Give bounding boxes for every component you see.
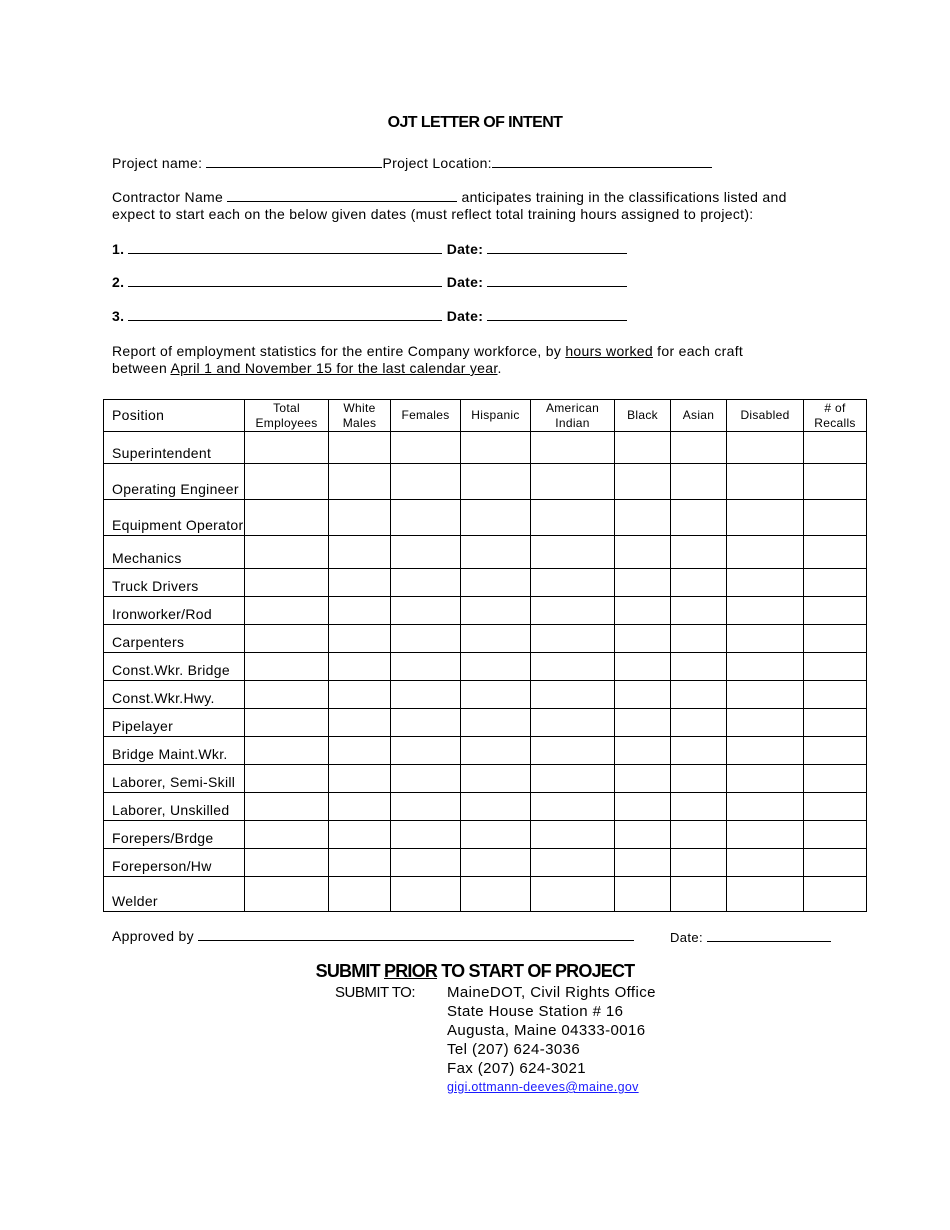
column-header: American Indian [531, 400, 615, 432]
entry-cell[interactable] [531, 625, 615, 653]
entry-cell[interactable] [615, 877, 671, 912]
entry-cell[interactable] [391, 765, 461, 793]
entry-cell[interactable] [727, 464, 804, 500]
line-number: 3. [112, 308, 125, 324]
entry-cell[interactable] [329, 597, 391, 625]
training-line-3 [112, 308, 627, 324]
entry-cell[interactable] [804, 597, 867, 625]
report-text: Report of employment statistics for the entire Company workforce, by [112, 343, 566, 359]
entry-cell[interactable] [727, 500, 804, 536]
entry-cell[interactable] [391, 569, 461, 597]
entry-cell[interactable] [245, 849, 329, 877]
address-line: MaineDOT, Civil Rights Office [447, 984, 656, 1001]
entry-cell[interactable] [615, 625, 671, 653]
entry-cell[interactable] [804, 500, 867, 536]
entry-cell[interactable] [671, 653, 727, 681]
entry-cell[interactable] [615, 681, 671, 709]
entry-cell[interactable] [531, 793, 615, 821]
entry-cell[interactable] [245, 653, 329, 681]
entry-cell[interactable] [615, 464, 671, 500]
entry-cell[interactable] [615, 765, 671, 793]
entry-cell[interactable] [461, 500, 531, 536]
entry-cell[interactable] [245, 625, 329, 653]
table-row [104, 793, 867, 821]
entry-cell[interactable] [615, 737, 671, 765]
entry-cell[interactable] [727, 793, 804, 821]
entry-cell[interactable] [727, 681, 804, 709]
entry-cell[interactable] [671, 625, 727, 653]
position-cell: Welder [104, 877, 245, 912]
entry-cell[interactable] [245, 681, 329, 709]
entry-cell[interactable] [804, 432, 867, 464]
entry-cell[interactable] [329, 536, 391, 569]
date-field[interactable] [487, 274, 627, 287]
contractor-label: Contractor Name [112, 189, 224, 205]
approval-date-field[interactable] [707, 929, 831, 942]
entry-cell[interactable] [531, 821, 615, 849]
column-header: Total Employees [245, 400, 329, 432]
entry-cell[interactable] [615, 432, 671, 464]
submit-heading-text: SUBMIT [315, 961, 385, 981]
entry-cell[interactable] [531, 597, 615, 625]
address-line: Augusta, Maine 04333-0016 [447, 1022, 646, 1039]
table-row [104, 821, 867, 849]
page-title: OJT LETTER OF INTENT [387, 114, 563, 131]
entry-cell[interactable] [329, 793, 391, 821]
submit-to-label: SUBMIT TO: [335, 984, 416, 1001]
entry-cell[interactable] [531, 765, 615, 793]
entry-cell[interactable] [461, 765, 531, 793]
entry-cell[interactable] [245, 877, 329, 912]
column-header: Black [615, 400, 671, 432]
entry-cell[interactable] [245, 464, 329, 500]
entry-cell[interactable] [391, 877, 461, 912]
entry-cell[interactable] [727, 737, 804, 765]
entry-cell[interactable] [615, 849, 671, 877]
entry-cell[interactable] [804, 849, 867, 877]
entry-cell[interactable] [461, 821, 531, 849]
entry-cell[interactable] [671, 709, 727, 737]
table-row [104, 737, 867, 765]
address-line: State House Station # 16 [447, 1003, 624, 1020]
position-cell: Equipment Operator [104, 500, 245, 536]
entry-cell[interactable] [245, 597, 329, 625]
contractor-line-2: expect to start each on the below given dates (must reflect total training hours assigned to project): [112, 206, 754, 222]
entry-cell[interactable] [531, 653, 615, 681]
entry-cell[interactable] [329, 737, 391, 765]
training-line-2 [112, 274, 627, 290]
entry-cell[interactable] [245, 500, 329, 536]
entry-cell[interactable] [329, 821, 391, 849]
project-name-field[interactable] [206, 155, 382, 168]
entry-cell[interactable] [329, 653, 391, 681]
entry-cell[interactable] [391, 849, 461, 877]
entry-cell[interactable] [329, 849, 391, 877]
entry-cell[interactable] [391, 653, 461, 681]
entry-cell[interactable] [804, 536, 867, 569]
entry-cell[interactable] [727, 597, 804, 625]
entry-cell[interactable] [391, 821, 461, 849]
entry-cell[interactable] [615, 569, 671, 597]
table-row [104, 500, 867, 536]
column-header: Position [104, 400, 245, 432]
table-row [104, 536, 867, 569]
entry-cell[interactable] [461, 597, 531, 625]
entry-cell[interactable] [615, 500, 671, 536]
line-number: 2. [112, 274, 125, 290]
entry-cell[interactable] [804, 821, 867, 849]
address-block [447, 983, 656, 1097]
employment-stats-table [103, 399, 867, 912]
entry-cell[interactable] [671, 877, 727, 912]
entry-cell[interactable] [461, 569, 531, 597]
date-field[interactable] [487, 241, 627, 254]
entry-cell[interactable] [671, 569, 727, 597]
entry-cell[interactable] [671, 500, 727, 536]
table-row [104, 877, 867, 912]
entry-cell[interactable] [615, 793, 671, 821]
entry-cell[interactable] [329, 877, 391, 912]
table-row [104, 625, 867, 653]
entry-cell[interactable] [245, 793, 329, 821]
entry-cell[interactable] [461, 432, 531, 464]
contractor-line [112, 189, 787, 205]
entry-cell[interactable] [727, 432, 804, 464]
entry-cell[interactable] [391, 464, 461, 500]
entry-cell[interactable] [461, 464, 531, 500]
submit-heading [0, 961, 950, 982]
position-cell: Truck Drivers [104, 569, 245, 597]
entry-cell[interactable] [804, 737, 867, 765]
report-line-1 [112, 343, 743, 359]
approval-date [670, 929, 831, 945]
entry-cell[interactable] [804, 681, 867, 709]
entry-cell[interactable] [727, 653, 804, 681]
entry-cell[interactable] [531, 464, 615, 500]
submit-heading-text: TO START OF PROJECT [437, 961, 635, 981]
table-row [104, 569, 867, 597]
entry-cell[interactable] [391, 432, 461, 464]
entry-cell[interactable] [615, 821, 671, 849]
date-field[interactable] [487, 308, 627, 321]
entry-cell[interactable] [391, 793, 461, 821]
entry-cell[interactable] [671, 821, 727, 849]
entry-cell[interactable] [461, 737, 531, 765]
project-location-field[interactable] [492, 155, 712, 168]
position-cell: Const.Wkr. Bridge [104, 653, 245, 681]
column-header: Females [391, 400, 461, 432]
position-cell: Foreperson/Hw [104, 849, 245, 877]
entry-cell[interactable] [391, 536, 461, 569]
entry-cell[interactable] [531, 681, 615, 709]
table-row [104, 597, 867, 625]
address-line: Fax (207) 624-3021 [447, 1060, 586, 1077]
project-name-label: Project name: [112, 155, 203, 171]
table-row [104, 464, 867, 500]
entry-cell[interactable] [727, 536, 804, 569]
position-cell: Laborer, Semi-Skill [104, 765, 245, 793]
entry-cell[interactable] [329, 765, 391, 793]
entry-cell[interactable] [804, 464, 867, 500]
column-header: Hispanic [461, 400, 531, 432]
entry-cell[interactable] [671, 849, 727, 877]
entry-cell[interactable] [461, 793, 531, 821]
entry-cell[interactable] [727, 877, 804, 912]
entry-cell[interactable] [531, 432, 615, 464]
entry-cell[interactable] [329, 681, 391, 709]
position-cell: Const.Wkr.Hwy. [104, 681, 245, 709]
classification-field[interactable] [128, 274, 442, 287]
report-text: for each craft [652, 343, 744, 359]
entry-cell[interactable] [329, 709, 391, 737]
table-header-row [104, 400, 867, 432]
date-label: Date: [446, 274, 484, 290]
classification-field[interactable] [128, 241, 442, 254]
entry-cell[interactable] [329, 432, 391, 464]
entry-cell[interactable] [804, 765, 867, 793]
entry-cell[interactable] [461, 681, 531, 709]
address-line: Tel (207) 624-3036 [447, 1041, 581, 1058]
report-line-2 [112, 360, 502, 376]
entry-cell[interactable] [391, 709, 461, 737]
entry-cell[interactable] [671, 765, 727, 793]
entry-cell[interactable] [329, 464, 391, 500]
position-cell: Pipelayer [104, 709, 245, 737]
entry-cell[interactable] [671, 464, 727, 500]
date-label: Date: [446, 308, 484, 324]
entry-cell[interactable] [531, 737, 615, 765]
entry-cell[interactable] [461, 653, 531, 681]
column-header: Disabled [727, 400, 804, 432]
table-row [104, 849, 867, 877]
classification-field[interactable] [128, 308, 442, 321]
training-line-1 [112, 241, 627, 257]
entry-cell[interactable] [804, 569, 867, 597]
report-text: . [497, 360, 502, 376]
entry-cell[interactable] [615, 653, 671, 681]
contractor-text: anticipates training in the classifications listed and [461, 189, 787, 205]
entry-cell[interactable] [461, 849, 531, 877]
entry-cell[interactable] [671, 432, 727, 464]
entry-cell[interactable] [531, 500, 615, 536]
report-emphasis: April 1 and November 15 for the last calendar year [170, 360, 498, 376]
entry-cell[interactable] [245, 709, 329, 737]
entry-cell[interactable] [804, 653, 867, 681]
project-line [112, 155, 712, 171]
entry-cell[interactable] [245, 737, 329, 765]
entry-cell[interactable] [461, 877, 531, 912]
entry-cell[interactable] [671, 681, 727, 709]
entry-cell[interactable] [727, 765, 804, 793]
table-row [104, 709, 867, 737]
entry-cell[interactable] [391, 737, 461, 765]
entry-cell[interactable] [671, 793, 727, 821]
position-cell: Forepers/Brdge [104, 821, 245, 849]
entry-cell[interactable] [804, 625, 867, 653]
entry-cell[interactable] [391, 500, 461, 536]
submit-heading-emphasis: PRIOR [384, 961, 438, 981]
entry-cell[interactable] [727, 849, 804, 877]
project-location-label: Project Location: [382, 155, 492, 171]
table-row [104, 765, 867, 793]
approval-line [112, 928, 634, 944]
table-row [104, 432, 867, 464]
line-number: 1. [112, 241, 125, 257]
entry-cell[interactable] [461, 709, 531, 737]
entry-cell[interactable] [615, 709, 671, 737]
column-header: Asian [671, 400, 727, 432]
entry-cell[interactable] [245, 432, 329, 464]
entry-cell[interactable] [329, 569, 391, 597]
entry-cell[interactable] [727, 625, 804, 653]
date-label: Date: [446, 241, 484, 257]
entry-cell[interactable] [804, 793, 867, 821]
approved-by-field[interactable] [198, 928, 634, 941]
entry-cell[interactable] [531, 569, 615, 597]
report-text: between [112, 360, 171, 376]
entry-cell[interactable] [461, 536, 531, 569]
email-link[interactable]: gigi.ottmann-deeves@maine.gov [447, 1080, 639, 1094]
column-header: White Males [329, 400, 391, 432]
entry-cell[interactable] [615, 536, 671, 569]
entry-cell[interactable] [727, 821, 804, 849]
entry-cell[interactable] [531, 536, 615, 569]
table-row [104, 653, 867, 681]
entry-cell[interactable] [671, 737, 727, 765]
position-cell: Carpenters [104, 625, 245, 653]
position-cell: Bridge Maint.Wkr. [104, 737, 245, 765]
position-cell: Laborer, Unskilled [104, 793, 245, 821]
table-row [104, 681, 867, 709]
entry-cell[interactable] [245, 821, 329, 849]
approved-by-label: Approved by [112, 928, 194, 944]
entry-cell[interactable] [804, 709, 867, 737]
position-cell: Mechanics [104, 536, 245, 569]
entry-cell[interactable] [615, 597, 671, 625]
entry-cell[interactable] [727, 569, 804, 597]
entry-cell[interactable] [391, 625, 461, 653]
column-header: # of Recalls [804, 400, 867, 432]
entry-cell[interactable] [671, 536, 727, 569]
contractor-name-field[interactable] [227, 189, 457, 202]
entry-cell[interactable] [245, 536, 329, 569]
position-cell: Ironworker/Rod [104, 597, 245, 625]
entry-cell[interactable] [531, 877, 615, 912]
entry-cell[interactable] [245, 765, 329, 793]
report-emphasis: hours worked [565, 343, 653, 359]
entry-cell[interactable] [245, 569, 329, 597]
entry-cell[interactable] [329, 500, 391, 536]
entry-cell[interactable] [391, 681, 461, 709]
entry-cell[interactable] [727, 709, 804, 737]
entry-cell[interactable] [531, 709, 615, 737]
entry-cell[interactable] [671, 597, 727, 625]
position-cell: Superintendent [104, 432, 245, 464]
entry-cell[interactable] [531, 849, 615, 877]
approval-date-label: Date: [670, 930, 704, 945]
entry-cell[interactable] [461, 625, 531, 653]
entry-cell[interactable] [391, 597, 461, 625]
position-cell: Operating Engineer [104, 464, 245, 500]
entry-cell[interactable] [804, 877, 867, 912]
entry-cell[interactable] [329, 625, 391, 653]
